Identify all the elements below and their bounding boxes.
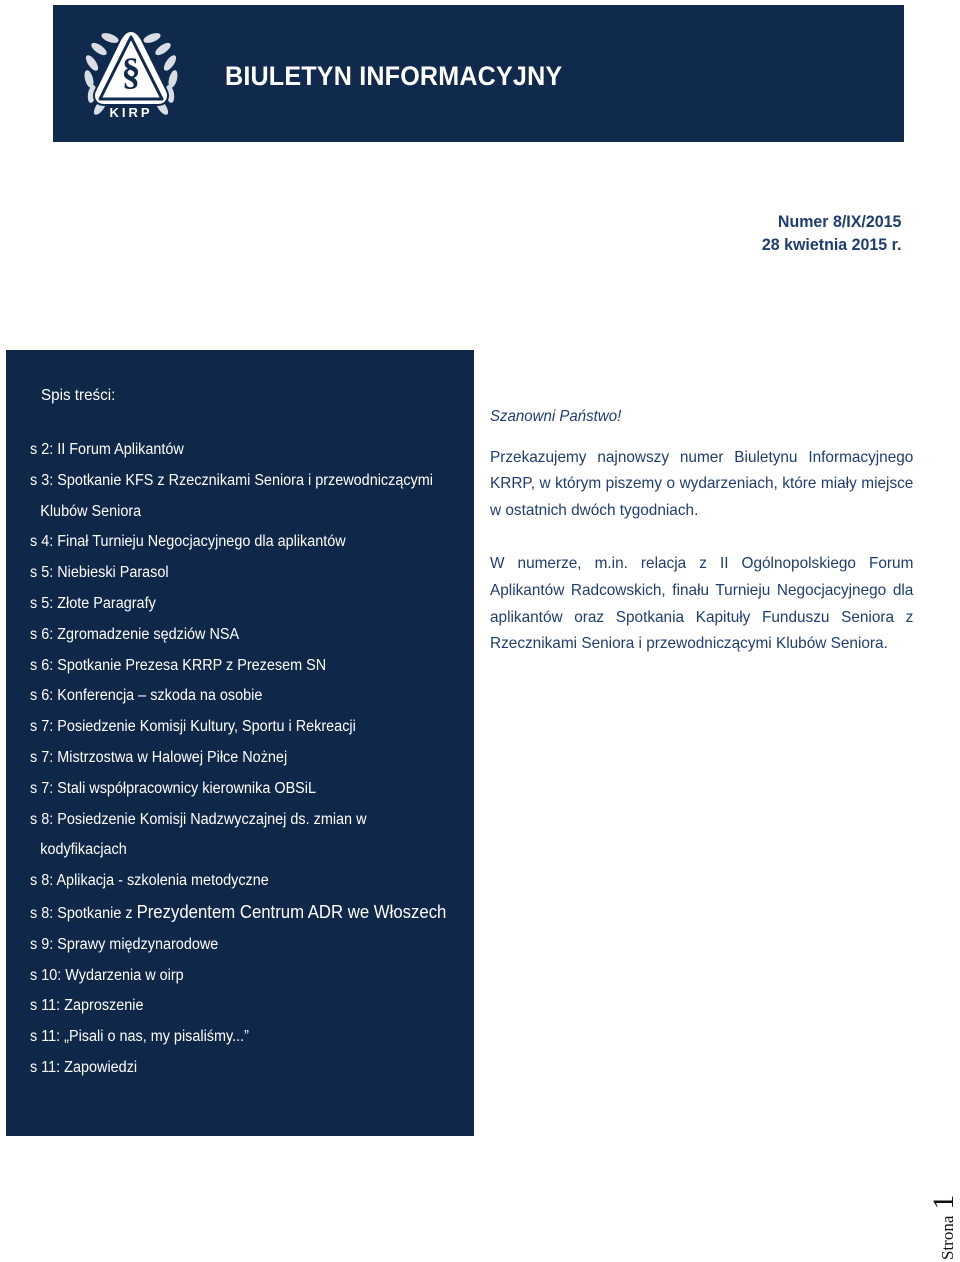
editorial-letter: [490, 404, 914, 685]
toc-heading: Spis treści:: [41, 387, 116, 404]
toc-item-emphasis: Prezydentem Centrum ADR we Włoszech: [136, 901, 447, 922]
toc-item: [30, 435, 439, 466]
toc-item-text: s 9: Sprawy międzynarodowe: [30, 935, 219, 953]
toc-item-text: s 5: Niebieski Parasol: [30, 564, 169, 582]
toc-item-text: s 7: Mistrzostwa w Halowej Piłce Nożnej: [30, 748, 288, 766]
toc-item-continuation: kodyfikacjach: [40, 841, 127, 859]
toc-item-text: s 5: Złote Paragrafy: [30, 594, 156, 612]
toc-item: [30, 774, 439, 805]
toc-item-text: s 11: „Pisali o nas, my pisaliśmy...”: [30, 1028, 249, 1046]
toc-item: [30, 558, 439, 589]
toc-item: [30, 620, 439, 651]
letter-paragraph: W numerze, m.in. relacja z II Ogólnopolskiego Forum Aplikantów Radcowskich, finału Turnieju Negocjacyjnego dla aplikantów oraz Spotkania Kapituły Funduszu Seniora z Rzecznikami Seniora i przewodniczącymi Klubów Seniora.: [490, 555, 914, 653]
toc-item-continuation: Klubów Seniora: [40, 502, 142, 520]
toc-item-text: s 2: II Forum Aplikantów: [30, 441, 184, 458]
toc-item-text: s 11: Zapowiedzi: [30, 1058, 138, 1076]
toc-item: [30, 712, 439, 743]
table-of-contents: [6, 350, 474, 1136]
kirp-logo-icon: [79, 21, 183, 125]
logo-symbol: §: [121, 51, 141, 93]
letter-paragraph: Przekazujemy najnowszy numer Biuletynu Informacyjnego KRRP, w którym piszemy o wydarzeniach, które miały miejsce w ostatnich dwóch tygodniach.: [490, 448, 914, 519]
toc-item-text: s 8: Spotkanie z: [30, 904, 137, 922]
issue-date: 28 kwietnia 2015 r.: [761, 235, 901, 254]
toc-item-text: s 4: Finał Turnieju Negocjacyjnego dla aplikantów: [30, 533, 346, 551]
toc-item: [30, 866, 439, 897]
toc-item-text: s 7: Posiedzenie Komisji Kultury, Sportu i Rekreacji: [30, 718, 356, 736]
toc-item: [30, 589, 439, 620]
toc-item: [30, 805, 439, 867]
toc-item: [30, 961, 439, 992]
toc-item: [30, 681, 439, 712]
issue-info: [753, 210, 901, 256]
toc-item: [30, 930, 439, 961]
toc-item: [30, 466, 439, 528]
toc-item: [30, 897, 447, 930]
page-number-block: [927, 1180, 960, 1260]
toc-item-text: s 10: Wydarzenia w oirp: [30, 966, 184, 984]
toc-item: [30, 651, 439, 682]
letter-greeting: Szanowni Państwo!: [490, 408, 622, 425]
toc-item-text: s 8: Aplikacja - szkolenia metodyczne: [30, 872, 269, 890]
toc-item-text: s 3: Spotkanie KFS z Rzecznikami Seniora i przewodniczącymi: [30, 471, 433, 489]
page-label: Strona: [938, 1215, 957, 1260]
issue-number: Numer 8/IX/2015: [777, 212, 901, 231]
toc-item: [30, 743, 439, 774]
logo-text: KIRP: [109, 105, 153, 120]
header-banner: [53, 5, 904, 142]
toc-item-text: s 8: Posiedzenie Komisji Nadzwyczajnej ds. zmian w: [30, 810, 367, 828]
bulletin-title: BIULETYN INFORMACYJNY: [225, 61, 563, 91]
toc-item: [30, 1022, 439, 1053]
toc-item-text: s 11: Zaproszenie: [30, 997, 144, 1015]
page-number: 1: [927, 1194, 960, 1210]
toc-item-text: s 6: Zgromadzenie sędziów NSA: [30, 625, 240, 643]
toc-list: [30, 435, 470, 1084]
toc-item-text: s 6: Spotkanie Prezesa KRRP z Prezesem SN: [30, 656, 327, 674]
toc-item-text: s 6: Konferencja – szkoda na osobie: [30, 687, 263, 705]
toc-item: [30, 527, 439, 558]
toc-item-text: s 7: Stali współpracownicy kierownika OBSiL: [30, 779, 317, 797]
toc-item: [30, 991, 439, 1022]
toc-item: [30, 1053, 439, 1084]
